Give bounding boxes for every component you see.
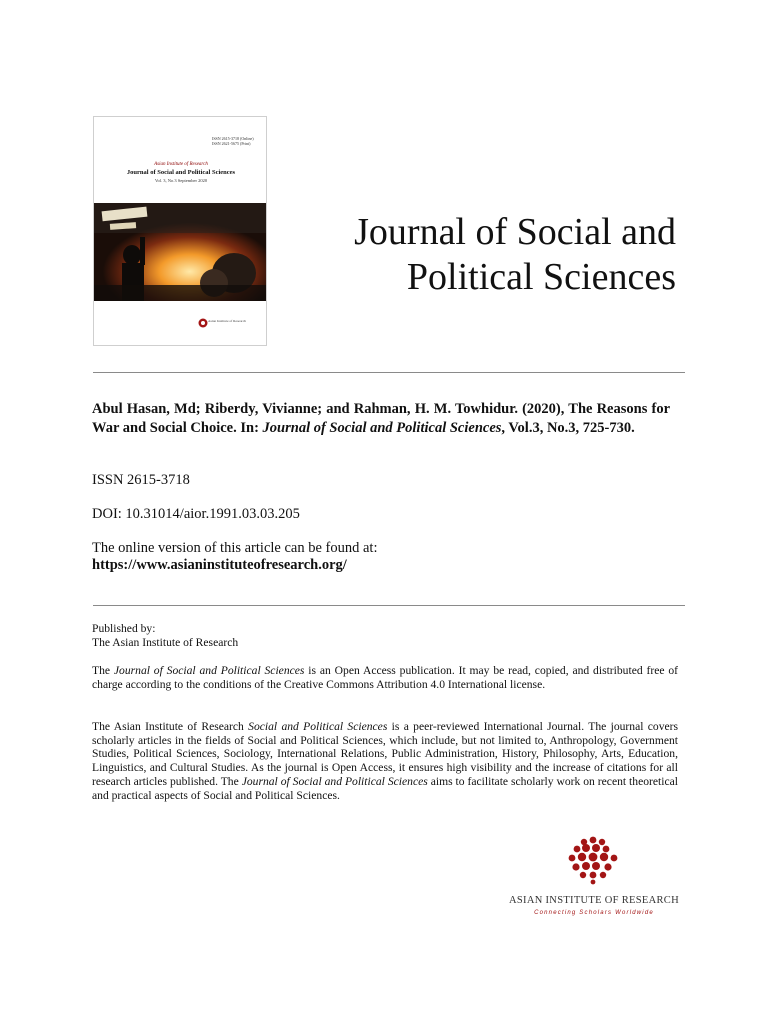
cover-protest-photo — [94, 203, 267, 301]
doi-text: DOI: 10.31014/aior.1991.03.03.205 — [92, 506, 300, 522]
journal-title-line1: Journal of Social and — [354, 211, 676, 253]
open-access-paragraph — [92, 664, 678, 691]
open-access-text-1: The — [92, 664, 111, 677]
cover-issn-online: ISSN 2615-3718 (Online) — [212, 136, 254, 141]
open-access-text-2: is an Open Access publication. It may be read, copied, and distributed free of charge according to the conditions of the Creative Commons Attribution 4.0 International license. — [92, 664, 679, 691]
top-divider — [93, 372, 685, 373]
about-italic-1: Social and Political Sciences — [248, 720, 388, 733]
about-paragraph — [92, 720, 678, 802]
cover-volume: Vol. 3, No.3 September 2020 — [154, 178, 208, 183]
about-text-2: is a peer-reviewed International Journal. The journal covers scholarly articles in the fields of Social and Political Sciences, which include, but not limited to, Anthropology, Government Studies, Political Sciences, Sociology, International Relations, Public Administration, History, Philosophy, Arts, Education, Linguistics, and Cultural Studies. As the journal is Open Access, it ensures high visibility and the increase of citations for all research articles published. The — [92, 720, 679, 788]
citation — [92, 400, 670, 438]
citation-details: , Vol.3, No.3, 725-730. — [501, 420, 635, 436]
published-by-label: Published by: — [92, 622, 156, 635]
journal-cover-image — [93, 116, 267, 346]
cover-issn-print: ISSN 2621-5675 (Print) — [212, 141, 251, 146]
online-version-label: The online version of this article can be found at: — [92, 540, 378, 556]
citation-authors: Abul Hasan, Md; Riberdy, Vivianne; and Rahman, H. M. Towhidur. (2020), The Reasons for War and Social Choice. — [92, 401, 670, 436]
citation-journal: Journal of Social and Political Sciences — [262, 420, 502, 436]
cover-logo-icon — [198, 318, 208, 328]
article-url-link[interactable]: https://www.asianinstituteofresearch.org/ — [92, 557, 347, 573]
about-text-3: aims to facilitate scholarly work on recent theoretical and practical aspects of Social and Political Sciences. — [92, 774, 678, 802]
citation-in-label: In: — [240, 420, 259, 436]
journal-title — [300, 210, 676, 300]
cover-journal-title: Journal of Social and Political Sciences — [126, 169, 236, 176]
issn-text: ISSN 2615-3718 — [92, 472, 190, 488]
logo-tagline: Connecting Scholars Worldwide — [534, 910, 654, 916]
open-access-journal: Journal of Social and Political Sciences — [113, 664, 305, 677]
bottom-divider — [93, 605, 685, 606]
journal-title-line2: Political Sciences — [406, 256, 676, 298]
logo-name: ASIAN INSTITUTE OF RESEARCH — [509, 895, 679, 906]
publisher-name: The Asian Institute of Research — [92, 636, 239, 649]
about-text-1: The Asian Institute of Research — [92, 720, 244, 733]
about-italic-2: Journal of Social and Political Sciences — [241, 774, 428, 788]
cover-logo-text: Asian Institute of Research — [208, 319, 247, 323]
cover-institute: Asian Institute of Research — [154, 162, 208, 167]
